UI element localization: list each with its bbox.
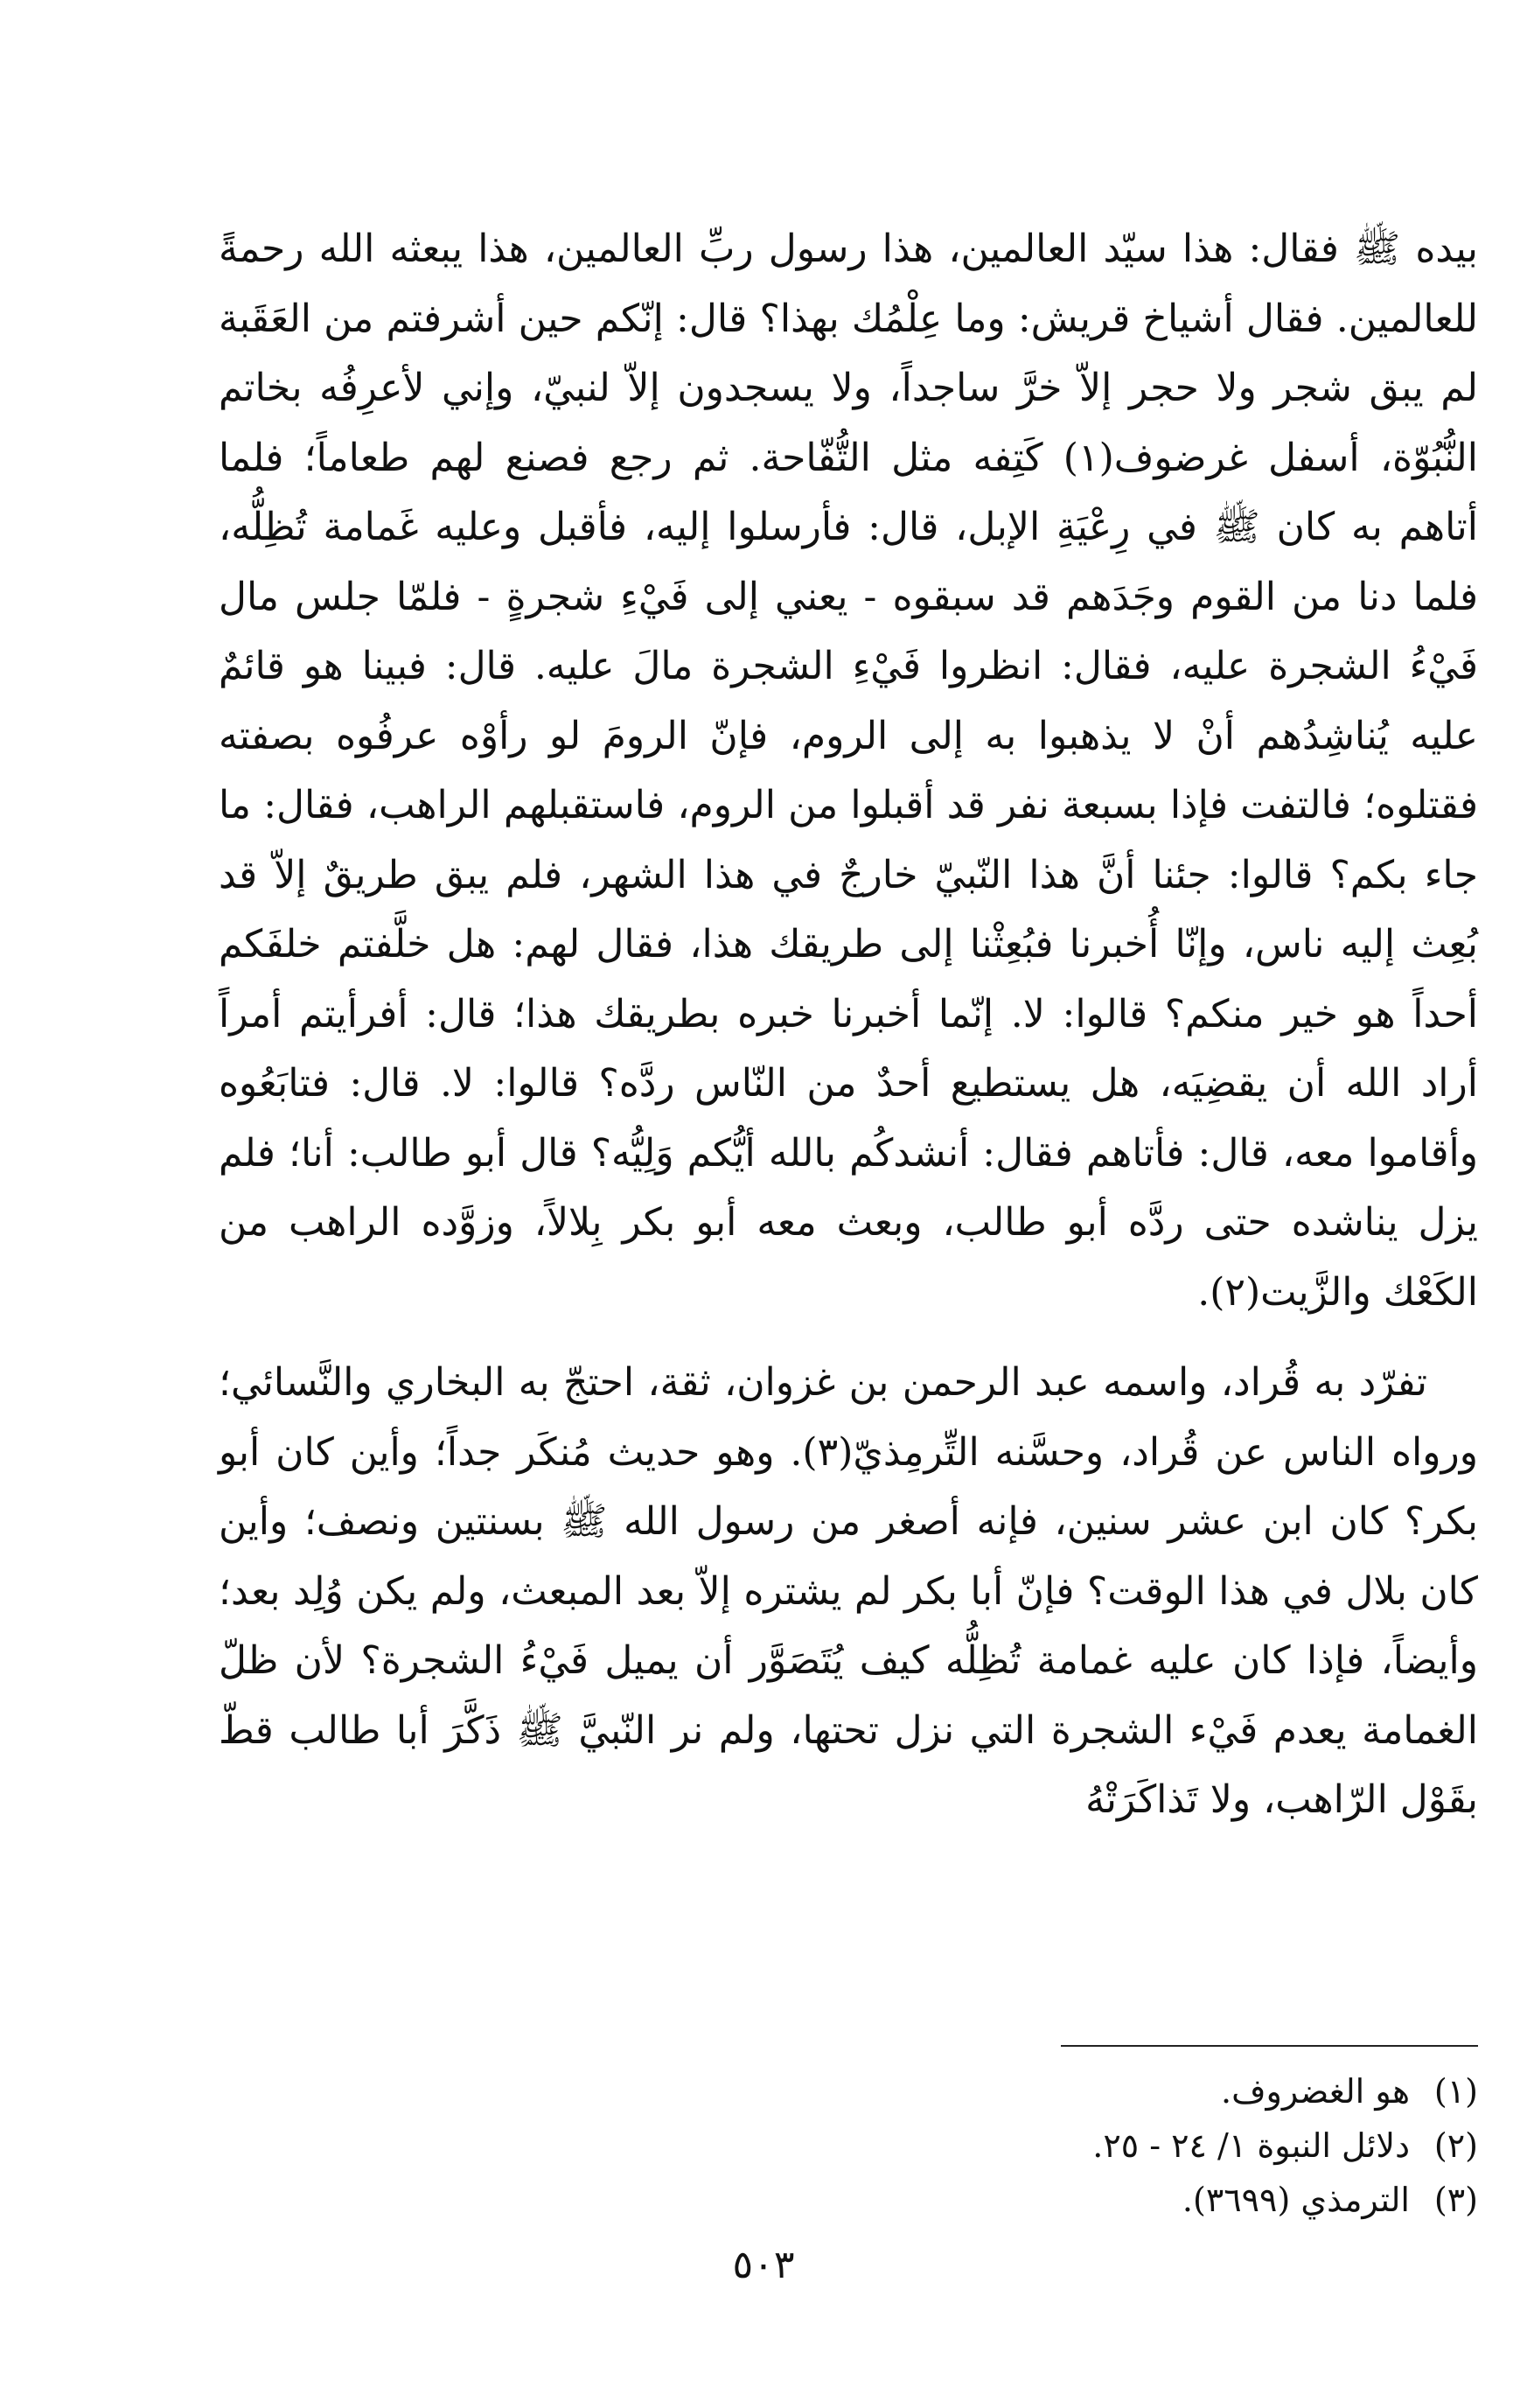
paragraph-commentary: تفرّد به قُراد، واسمه عبد الرحمن بن غزوان، ثقة، احتجّ به البخاري والنَّسائي؛ ورواه الناس عن قُراد، وحسَّنه التِّرمِذيّ(٣). وهو حديث مُنكَر جداً؛ وأين كان أبو بكر؟ كان ابن عشر سنين، فإنه أصغر من رسول الله ﷺ بسنتين ونصف؛ وأين كان بلال في هذا الوقت؟ فإنّ أبا بكر لم يشتره إلاّ بعد المبعث، ولم يكن وُلِد بعد؛ وأيضاً، فإذا كان عليه غمامة تُظِلُّه كيف يُتَصَوَّر أن يميل فَيْءُ الشجرة؟ لأن ظلّ الغمامة يعدم فَيْء الشجرة التي نزل تحتها، ولم نر النّبيَّ ﷺ ذَكَّرَ أبا طالب قطّ بقَوْل الرّاهب، ولا تَذاكَرَتْهُ (219, 1360, 1478, 1822)
footnote-item (875, 2118, 1478, 2173)
footnote-text: دلائل النبوة ١/ ٢٤ - ٢٥. (1092, 2126, 1410, 2165)
footnote-item (875, 2064, 1478, 2118)
footnote-number: (١) (1433, 2072, 1478, 2111)
footnote-item (875, 2173, 1478, 2227)
footnotes (875, 2064, 1478, 2227)
footnote-number: (٢) (1433, 2126, 1478, 2165)
footnote-text: هو الغضروف. (1221, 2072, 1410, 2111)
footnote-divider (1061, 2045, 1478, 2047)
main-text (219, 214, 1478, 1835)
footnote-text: الترمذي (٣٦٩٩). (1182, 2181, 1410, 2219)
page-number: ٥٠٣ (732, 2243, 795, 2287)
paragraph-narration: بيده ﷺ فقال: هذا سيّد العالمين، هذا رسول ربِّ العالمين، هذا يبعثه الله رحمةً للعالمين. فقال أشياخ قريش: وما عِلْمُك بهذا؟ قال: إنّكم حين أشرفتم من العَقَبة لم يبق شجر ولا حجر إلاّ خرَّ ساجداً، ولا يسجدون إلاّ لنبيّ، وإني لأعرِفُه بخاتم النُّبُوّة، أسفل غرضوف(١) كَتِفه مثل التُّفّاحة. ثم رجع فصنع لهم طعاماً؛ فلما أتاهم به كان ﷺ في رِعْيَةِ الإبل، قال: فأرسلوا إليه، فأقبل وعليه غَمامة تُظِلُّه، فلما دنا من القوم وجَدَهم قد سبقوه - يعني إلى فَيْءِ شجرةٍ - فلمّا جلس مال فَيْءُ الشجرة عليه، فقال: انظروا فَيْءِ الشجرة مالَ عليه. قال: فبينا هو قائمٌ عليه يُناشِدُهم أنْ لا يذهبوا به إلى الروم، فإنّ الرومَ لو رأوْه عرفُوه بصفته فقتلوه؛ فالتفت فإذا بسبعة نفر قد أقبلوا من الروم، فاستقبلهم الراهب، فقال: ما جاء بكم؟ قالوا: جئنا أنَّ هذا النّبيّ خارجٌ في هذا الشهر، فلم يبق طريقٌ إلاّ قد بُعِث إليه ناس، وإنّا أُخبرنا فبُعِثْنا إلى طريقك هذا، فقال لهم: هل خلَّفتم خلفَكم أحداً هو خير منكم؟ قالوا: لا. إنّما أخبرنا خبره بطريقك هذا؛ قال: أفرأيتم أمراً أراد الله أن يقضِيَه، هل يستطيع أحدٌ من النّاس ردَّه؟ قالوا: لا. قال: فتابَعُوه وأقاموا معه، قال: فأتاهم فقال: أنشدكُم بالله أيُّكم وَلِيُّه؟ قال أبو طالب: أنا؛ فلم يزل يناشده حتى ردَّه أبو طالب، وبعث معه أبو بكر بِلالاً، وزوَّده الراهب من الكَعْك والزَّيت(٢). (219, 227, 1478, 1315)
footnote-number: (٣) (1433, 2181, 1478, 2219)
